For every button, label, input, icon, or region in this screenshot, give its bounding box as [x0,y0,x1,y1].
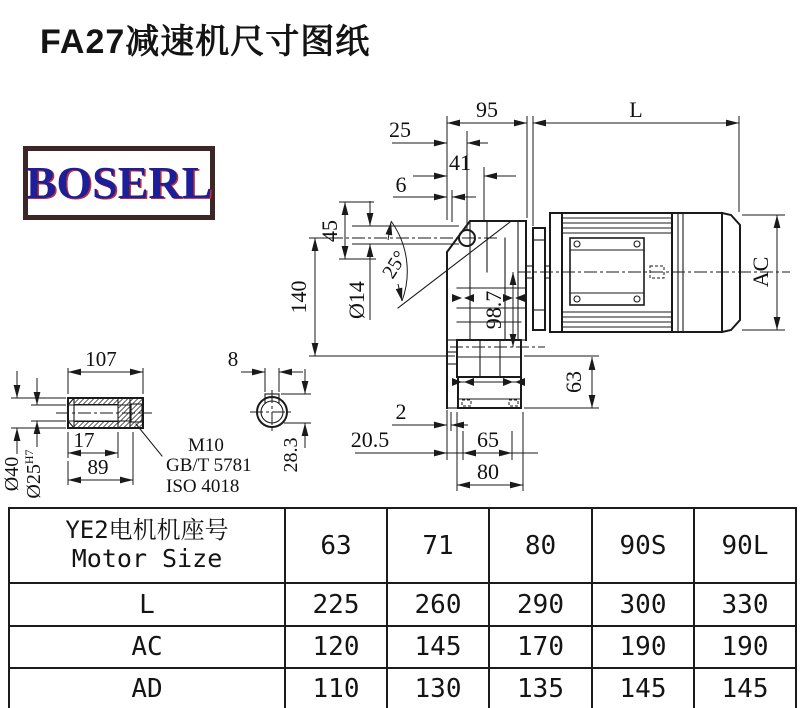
dim-outer-dia: Ø40 [1,456,23,492]
dim-65: 65 [477,427,499,452]
col-90L: 90L [694,508,796,583]
cell-AC-80: 170 [489,626,592,668]
label-standard-iso: ISO 4018 [166,476,240,497]
cell-L-71: 260 [387,583,489,626]
dim-20-5: 20.5 [350,427,390,452]
motor-size-table [8,507,797,708]
cell-AD-90S: 145 [592,668,694,708]
dim-angle: 25° [378,247,412,283]
col-90S: 90S [592,508,694,583]
page-title: FA27减速机尺寸图纸 [40,23,371,61]
col-63: 63 [285,508,387,583]
table-row-L [9,583,796,626]
cell-AD-71: 130 [387,668,489,708]
dim-80: 80 [477,459,499,484]
brand-logo-text: BOSERL [25,157,213,208]
centerlines [56,238,790,434]
cell-L-63: 225 [285,583,387,626]
dim-95: 95 [476,97,498,122]
dim-L: L [629,97,643,122]
row-label-AC: AC [9,626,285,668]
table-header-row [9,508,796,583]
dim-45: 45 [317,220,342,242]
dim-41: 41 [449,150,471,175]
dim-bore-dia: $Ø25^{H7}$ [22,449,45,499]
label-thread: M10 [188,435,224,456]
header-motor-size: YE2电机机座号 Motor Size [9,508,285,583]
cell-AC-90S: 190 [592,626,694,668]
row-label-L: L [9,583,285,626]
cell-L-80: 290 [489,583,592,626]
col-71: 71 [387,508,489,583]
brand-logo [23,146,215,220]
cell-L-90S: 300 [592,583,694,626]
dim-98-7: 98.7 [481,290,506,330]
label-standard-gb: GB/T 5781 [166,455,252,476]
cell-AD-80: 135 [489,668,592,708]
dim-AC: AC [748,256,773,288]
table-row-AD [9,668,796,708]
cell-AC-90L: 190 [694,626,796,668]
dim-89: 89 [87,455,109,479]
col-80: 80 [489,508,592,583]
dim-107: 107 [85,347,117,371]
dim-63: 63 [561,371,586,393]
dim-6: 6 [395,172,407,197]
cell-L-90L: 330 [694,583,796,626]
dim-key-height: 28.3 [280,437,302,473]
dim-hole-dia: Ø14 [344,281,369,319]
cell-AD-63: 110 [285,668,387,708]
cell-AD-90L: 145 [694,668,796,708]
dim-17: 17 [73,428,95,452]
dim-140: 140 [286,280,311,314]
gearbox-outline [398,221,526,408]
dim-2: 2 [395,399,407,424]
dim-key-width: 8 [227,347,239,371]
table-row-AC [9,626,796,668]
cell-AC-63: 120 [285,626,387,668]
row-label-AD: AD [9,668,285,708]
leader-line [136,424,162,456]
dim-25: 25 [389,117,411,142]
cell-AC-71: 145 [387,626,489,668]
